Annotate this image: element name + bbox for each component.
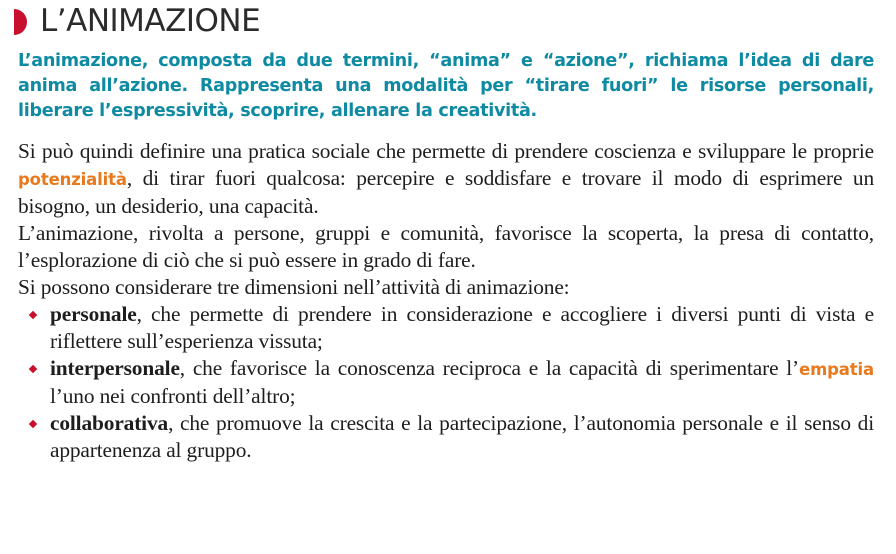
section-heading [14, 3, 874, 39]
list-item-text: , che promuove la crescita e la partecipazione, l’autonomia personale e il senso di appartenenza al gruppo. [50, 411, 874, 462]
keyword-potenzialita: potenzialità [18, 170, 127, 189]
list-item-term: collaborativa [50, 411, 169, 435]
paragraph-discovery: L’animazione, rivolta a persone, gruppi e comunità, favorisce la scoperta, la presa di contatto, l’esplorazione di ciò che si può essere in grado di fare. [18, 221, 874, 272]
list-item-term: personale [50, 302, 137, 326]
list-item-text-end: l’uno nei confronti dell’altro; [50, 384, 296, 408]
list-item [50, 301, 874, 355]
list-item-term: interpersonale [50, 356, 180, 380]
list-item [50, 410, 874, 464]
section-title: L’ANIMAZIONE [40, 3, 261, 39]
diamond-bullet-icon [29, 420, 37, 428]
list-item [50, 355, 874, 410]
keyword-empatia: empatia [799, 360, 874, 379]
dimensions-list [14, 301, 874, 464]
paragraph-dimensions-intro: Si possono considerare tre dimensioni nell’attività di animazione: [18, 275, 570, 299]
list-item-text: , che permette di prendere in considerazione e accogliere i diversi punti di vista e riflettere sull’esperienza vissuta; [50, 302, 874, 353]
paragraph-definition [18, 138, 874, 220]
diamond-bullet-icon [29, 365, 37, 373]
diamond-bullet-icon [29, 311, 37, 319]
intro-paragraph: L’animazione, composta da due termini, “anima” e “azione”, richiama l’idea di dare anima all’azione. Rappresenta una modalità per “tirare fuori” le risorse personali, liberare l’espressività, scoprire, allenare la creatività. [18, 51, 874, 121]
paragraph-definition-start: Si può quindi definire una pratica sociale che permette di prendere coscienza e sviluppare le proprie [18, 139, 874, 163]
half-circle-marker-icon [14, 9, 27, 35]
list-item-text: , che favorisce la conoscenza reciproca e la capacità di sperimentare l’ [179, 356, 800, 380]
paragraph-definition-end: , di tirar fuori qualcosa: percepire e soddisfare e trovare il modo di esprimere un bisogno, un desiderio, una capacità. [18, 166, 874, 218]
